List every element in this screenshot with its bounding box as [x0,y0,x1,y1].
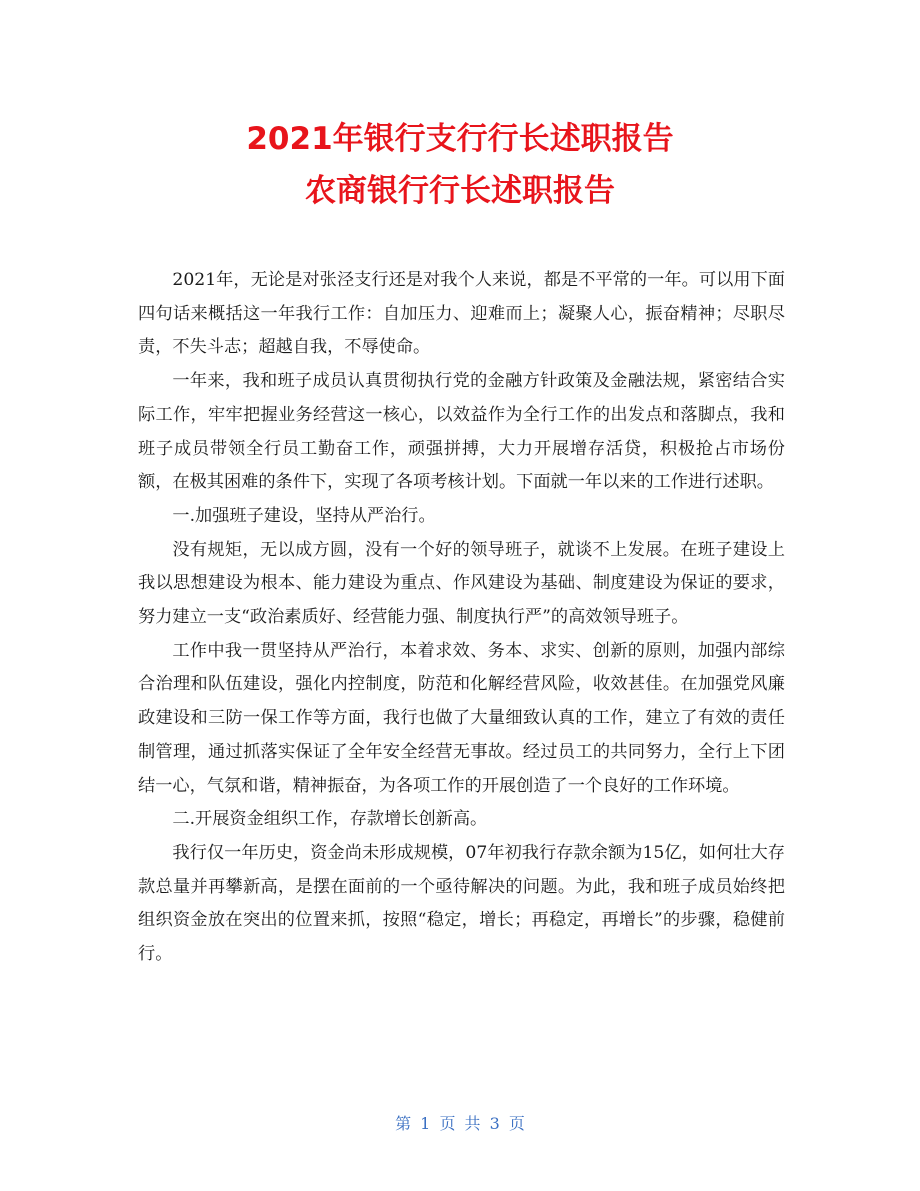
document-body [138,264,785,972]
document-subtitle: 农商银行行长述职报告 [305,173,615,209]
paragraph-deposits: 我行仅一年历史，资金尚未形成规模，07年初我行存款余额为15亿，如何壮大存款总量并再攀新高，是摆在面前的一个亟待解决的问题。为此，我和班子成员始终把组织资金放在突出的位置来抓，按照“稳定，增长；再稳定，再增长”的步骤，稳健前行。 [138,842,785,965]
paragraph-intro: 2021年，无论是对张泾支行还是对我个人来说，都是不平常的一年。可以用下面四句话来概括这一年我行工作：自加压力、迎难而上；凝聚人心，振奋精神；尽职尽责，不失斗志；超越自我，不辱使命。 [138,270,785,358]
section-heading-2: 二.开展资金组织工作，存款增长创新高。 [172,809,488,830]
document-title: 2021年银行支行行长述职报告 [246,121,674,157]
paragraph-strict-management: 工作中我一贯坚持从严治行，本着求效、务本、求实、创新的原则，加强内部综合治理和队伍建设，强化内控制度，防范和化解经营风险，收效甚佳。在加强党风廉政建设和三防一保工作等方面，我行也做了大量细致认真的工作，建立了有效的责任制管理，通过抓落实保证了全年安全经营无事故。经过员工的共同努力，全行上下团结一心，气氛和谐，精神振奋，为各项工作的开展创造了一个良好的工作环境。 [138,640,785,796]
paragraph-overview: 一年来，我和班子成员认真贯彻执行党的金融方针政策及金融法规，紧密结合实际工作，牢牢把握业务经营这一核心，以效益作为全行工作的出发点和落脚点，我和班子成员带领全行员工勤奋工作，顽强拼搏，大力开展增存活贷，积极抢占市场份额，在极其困难的条件下，实现了各项考核计划。下面就一年以来的工作进行述职。 [138,371,785,493]
section-heading-1: 一.加强班子建设，坚持从严治行。 [172,505,436,526]
page-footer: 第 1 页 共 3 页 [395,1114,525,1133]
paragraph-team-building: 没有规矩，无以成方圆，没有一个好的领导班子，就谈不上发展。在班子建设上我以思想建设为根本、能力建设为重点、作风建设为基础、制度建设为保证的要求，努力建立一支“政治素质好、经营能力强、制度执行严”的高效领导班子。 [138,539,785,628]
